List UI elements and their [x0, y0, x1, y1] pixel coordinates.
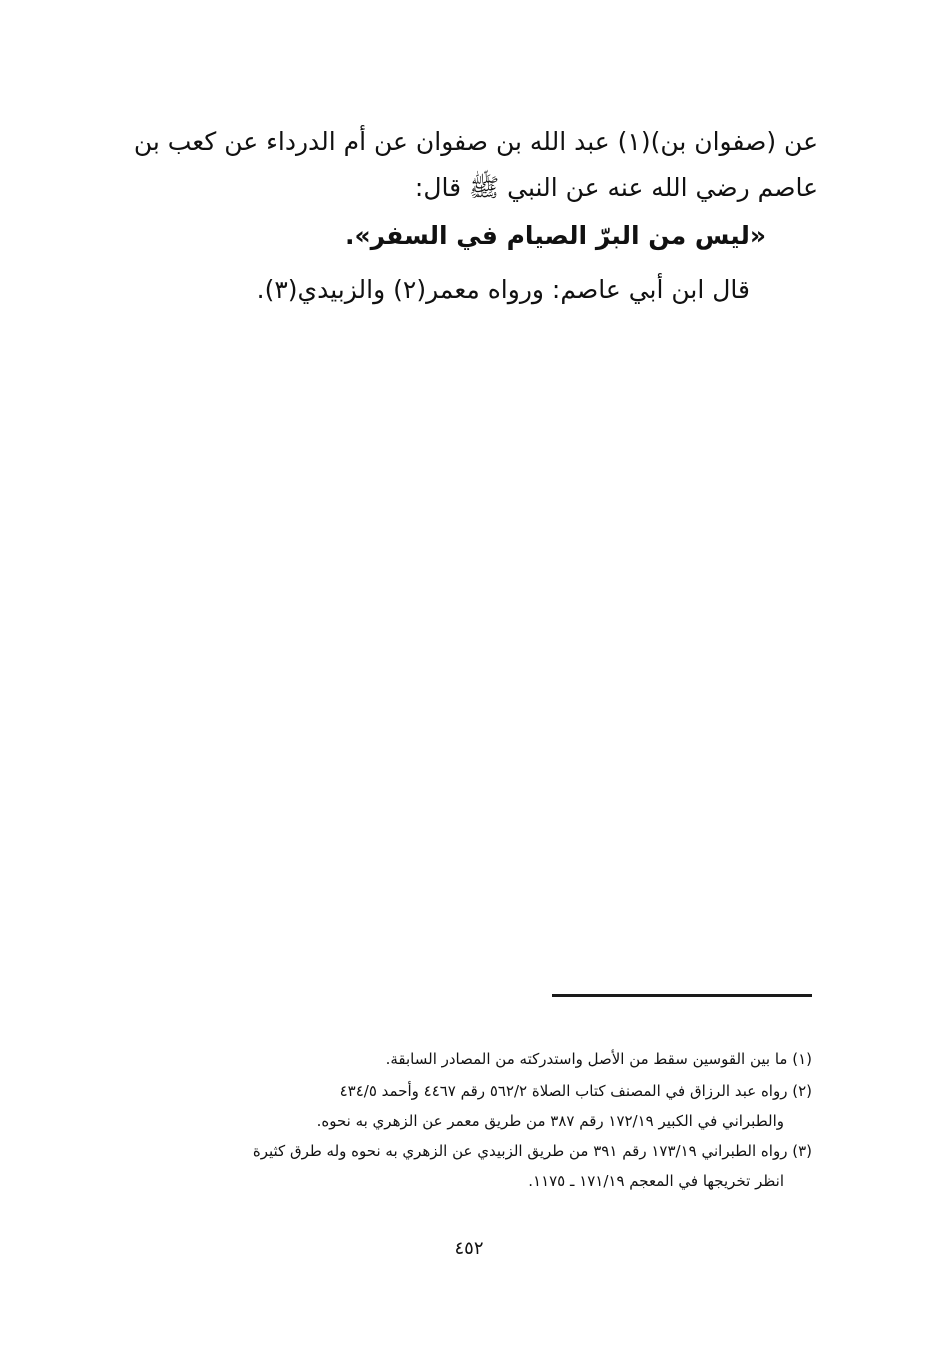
- footnote-3-line-2: انظر تخريجها في المعجم ١٧١/١٩ ـ ١١٧٥.: [528, 1172, 784, 1190]
- footnote-divider: [552, 994, 812, 997]
- text-line-2: عاصم رضي الله عنه عن النبي ﷺ قال:: [414, 173, 818, 202]
- footnote-1: (١) ما بين القوسين سقط من الأصل واستدركته من المصادر السابقة.: [385, 1050, 812, 1068]
- footnote-3-line-1: (٣) رواه الطبراني ١٧٣/١٩ رقم ٣٩١ من طريق الزبيدي عن الزهري به نحوه وله طرق كثيرة: [252, 1142, 812, 1160]
- page-number: ٤٥٢: [454, 1238, 484, 1259]
- text-line-1: عن (صفوان بن)(١) عبد الله بن صفوان عن أم الدرداء عن كعب بن: [133, 127, 818, 156]
- text-line-4: قال ابن أبي عاصم: ورواه معمر(٢) والزبيدي(٣).: [256, 275, 750, 304]
- hadith-text: «ليس من البرّ الصيام في السفر».: [344, 221, 766, 250]
- footnote-2-line-2: والطبراني في الكبير ١٧٢/١٩ رقم ٣٨٧ من طريق معمر عن الزهري به نحوه.: [316, 1112, 784, 1130]
- footnote-2-line-1: (٢) رواه عبد الرزاق في المصنف كتاب الصلاة ٥٦٢/٢ رقم ٤٤٦٧ وأحمد ٤٣٤/٥: [339, 1082, 812, 1100]
